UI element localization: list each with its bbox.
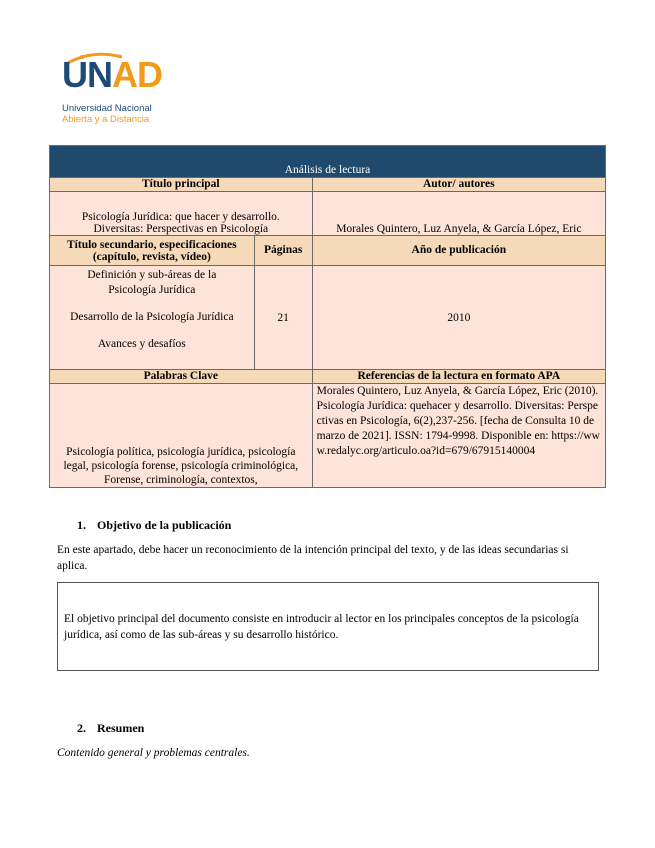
header-authors: Autor/ autores [312, 178, 605, 192]
year-cell: 2010 [312, 266, 605, 370]
header-secondary: Título secundario, especificaciones (capítulo, revista, vídeo) [50, 236, 255, 266]
objective-answer-box [57, 582, 599, 671]
section1-instructions: En este apartado, debe hacer un reconocimiento de la intención principal del texto, y de las ideas secundarias si aplica. [57, 544, 569, 572]
section1-title: Objetivo de la publicación [97, 518, 232, 532]
section2-title: Resumen [97, 721, 145, 735]
main-title-cell [50, 192, 313, 236]
keywords-line2: Forense, criminología, contextos, [104, 474, 258, 486]
header-references: Referencias de la lectura en formato APA [312, 370, 605, 384]
secondary-cell [50, 266, 255, 370]
reference-cell: Morales Quintero, Luz Anyela, & García López, Eric (2010). Psicología Jurídica: quehacer y desarrollo. Diversitas: Perspectivas en Psicología, 6(2),237-256. [fecha de Consulta 10 de marzo de 2021]. ISSN: 1794-9998. Disponible en: https://www.redalyc.org/articulo.oa?id=679/67915140004 [312, 384, 605, 488]
logo-wordmark: UNAD [62, 54, 162, 95]
reading-analysis-table [49, 145, 606, 488]
header-main-title: Título principal [50, 178, 313, 192]
objective-answer-text: El objetivo principal del documento consiste en introducir al lector en los principales conceptos de la psicología jurídica, así como de las sub-áreas y su desarrollo histórico. [64, 613, 579, 641]
secondary-item: Avances y desafíos [97, 338, 186, 350]
main-title-line2: Diversitas: Perspectivas en Psicología [93, 223, 269, 235]
header-pages: Páginas [254, 236, 312, 266]
main-title-line1: Psicología Jurídica: que hacer y desarrollo. [81, 211, 280, 223]
keywords-line1: Psicología política, psicología jurídica, psicología legal, psicología forense, psicología criminológica, [63, 446, 299, 472]
pages-cell: 21 [254, 266, 312, 370]
logo-line2: Abierta y a Distancia [62, 114, 150, 125]
section1-heading [77, 518, 231, 533]
section2-instructions: Contenido general y problemas centrales. [57, 747, 250, 759]
header-year: Año de publicación [312, 236, 605, 266]
header-keywords: Palabras Clave [50, 370, 313, 384]
logo-line1: Universidad Nacional [62, 103, 152, 114]
secondary-item: Desarrollo de la Psicología Jurídica [70, 311, 234, 323]
section2-number: 2. [77, 721, 86, 735]
authors-cell: Morales Quintero, Luz Anyela, & García López, Eric [312, 192, 605, 236]
keywords-cell [50, 384, 313, 488]
unad-logo [62, 55, 172, 127]
section1-number: 1. [77, 518, 86, 532]
table-title: Análisis de lectura [50, 146, 606, 178]
section2-heading [77, 721, 144, 736]
secondary-item: Definición y sub-áreas de la Psicología Jurídica [87, 269, 217, 296]
